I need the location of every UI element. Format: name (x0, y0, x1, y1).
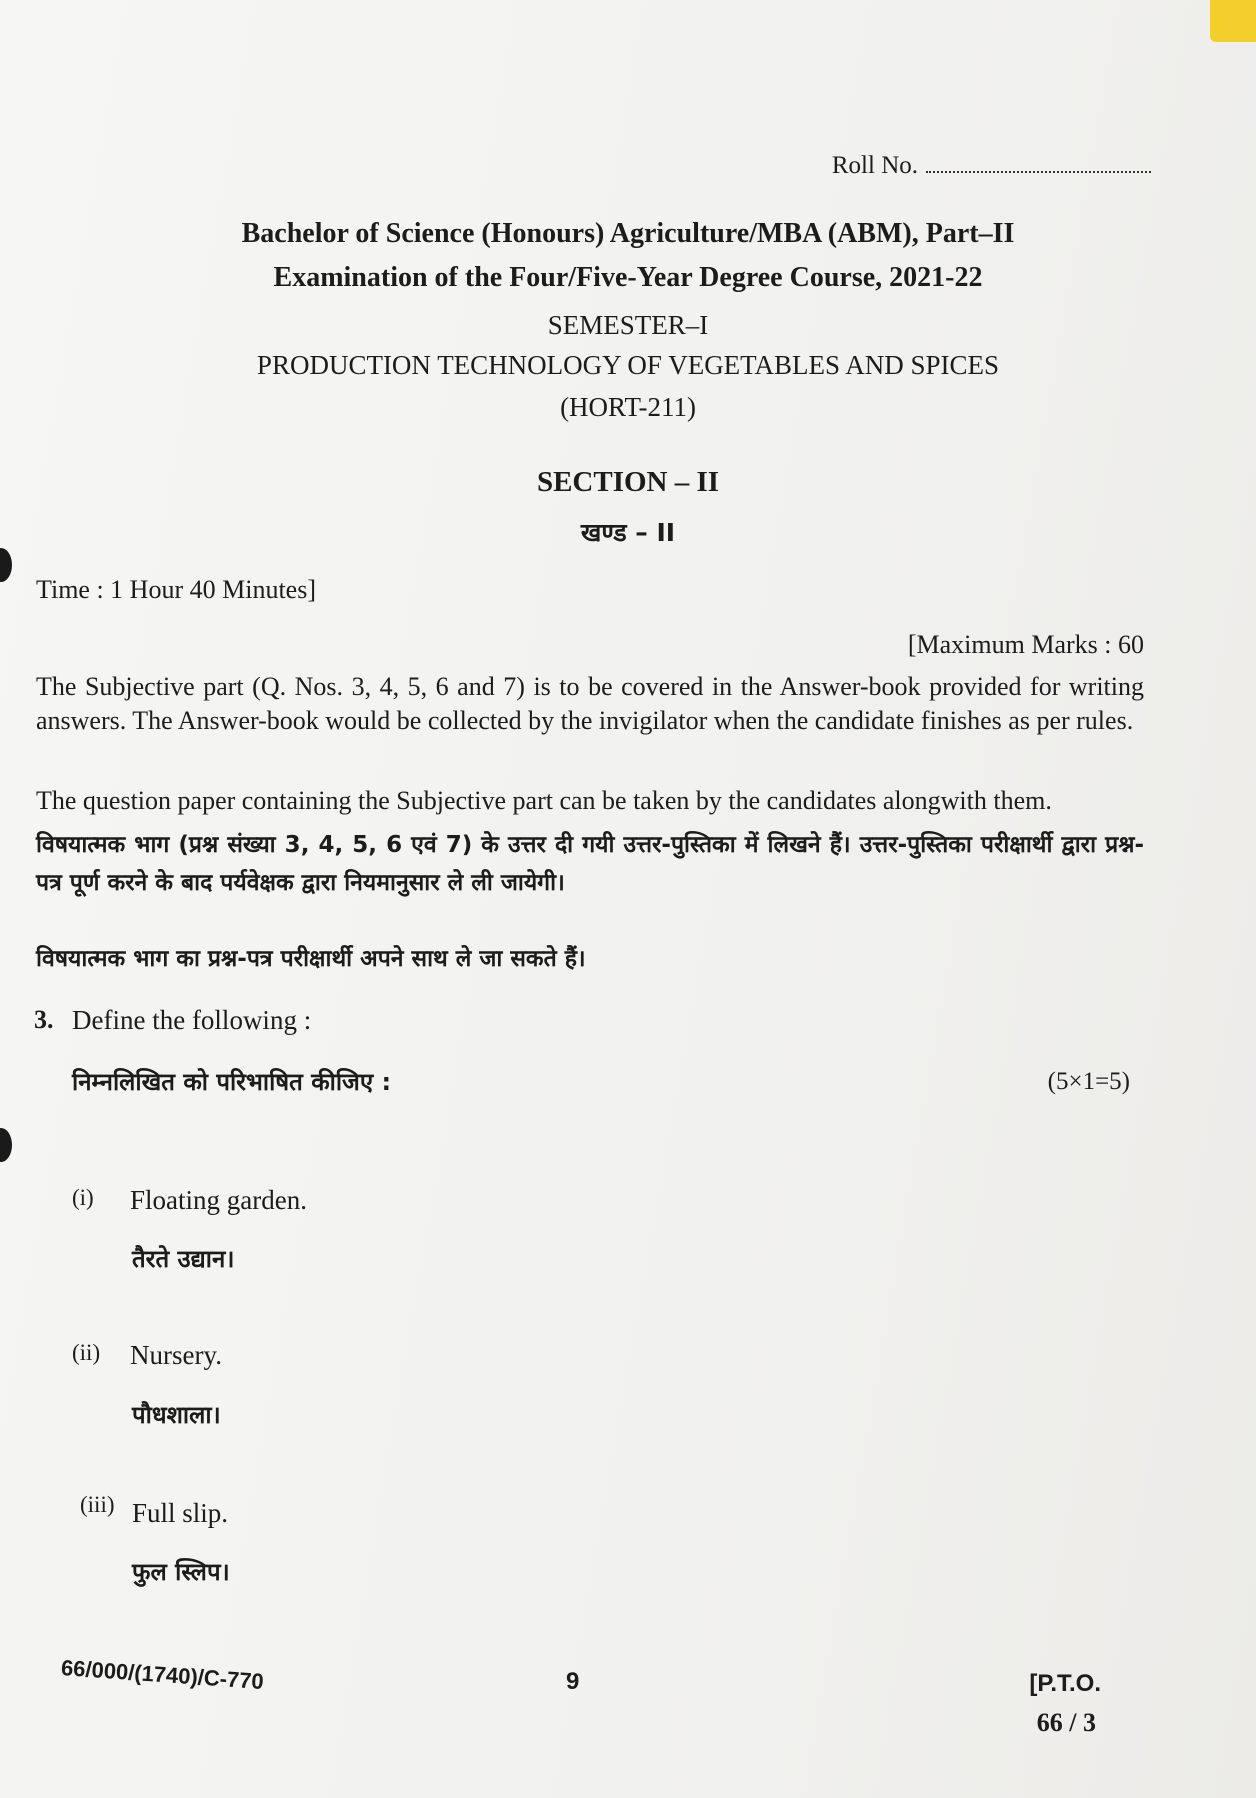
question-text-hindi: निम्नलिखित को परिभाषित कीजिए : (72, 1068, 392, 1096)
roll-blank-line (926, 171, 1151, 173)
semester-label: SEMESTER–I (547, 310, 709, 340)
item-english: Floating garden. (130, 1185, 307, 1215)
question-number: 3. (34, 1005, 54, 1034)
page-number: 9 (566, 1668, 580, 1695)
sheet-number: 66 / 3 (1036, 1708, 1096, 1737)
yellow-tab (1210, 0, 1256, 42)
instructions-hindi-2: विषयात्मक भाग का प्रश्न-पत्र परीक्षार्थी अपने साथ ले जा सकते हैं। (36, 946, 586, 972)
section-heading: SECTION – II (536, 466, 720, 498)
exam-title: Examination of the Four/Five-Year Degree Course, 2021-22 (273, 262, 983, 293)
instructions-english-1: The Subjective part (Q. Nos. 3, 4, 5, 6 and 7) is to be covered in the Answer-book provided for writing answers. The Answer-book would be collected by the invigilator when the candidate finishes as per rules. (36, 672, 1144, 735)
item-number: (i) (72, 1185, 94, 1210)
maximum-marks: [Maximum Marks : 60 (907, 630, 1144, 659)
roll-label: Roll No. (831, 152, 918, 179)
degree-title: Bachelor of Science (Honours) Agriculture/MBA (ABM), Part–II (241, 218, 1015, 249)
instructions-hindi-1: विषयात्मक भाग (प्रश्न संख्या 3, 4, 5, 6 एवं 7) के उत्तर दी गयी उत्तर-पुस्तिका में लिखने हैं। उत्तर-पुस्तिका परीक्षार्थी द्वारा प्रश्न-पत्र पूर्ण करने के बाद पर्यवेक्षक द्वारा नियमानुसार ले ली जायेगी। (36, 832, 1144, 896)
binding-hole-bottom (0, 1128, 12, 1162)
time-allowed: Time : 1 Hour 40 Minutes] (36, 575, 316, 604)
item-number: (iii) (80, 1492, 115, 1517)
paper-code: 66/000/(1740)/C-770 (60, 1655, 265, 1695)
item-hindi: पौधशाला। (132, 1401, 221, 1429)
question-text: Define the following : (72, 1005, 312, 1035)
please-turn-over: [P.T.O. (1029, 1670, 1101, 1697)
instructions-english-2: The question paper containing the Subjective part can be taken by the candidates alongwith them. (36, 786, 1052, 815)
item-hindi: फुल स्लिप। (132, 1558, 230, 1586)
subject-title: PRODUCTION TECHNOLOGY OF VEGETABLES AND SPICES (256, 350, 1000, 380)
question-marks: (5×1=5) (1047, 1068, 1130, 1095)
item-english: Nursery. (130, 1340, 222, 1370)
roll-number-field (832, 152, 1151, 180)
section-heading-hindi: खण्ड – II (580, 518, 676, 547)
course-code: (HORT-211) (560, 392, 696, 422)
item-english: Full slip. (132, 1498, 229, 1528)
item-hindi: तैरते उद्यान। (132, 1245, 235, 1273)
binding-hole-top (0, 548, 12, 582)
item-number: (ii) (72, 1340, 101, 1365)
